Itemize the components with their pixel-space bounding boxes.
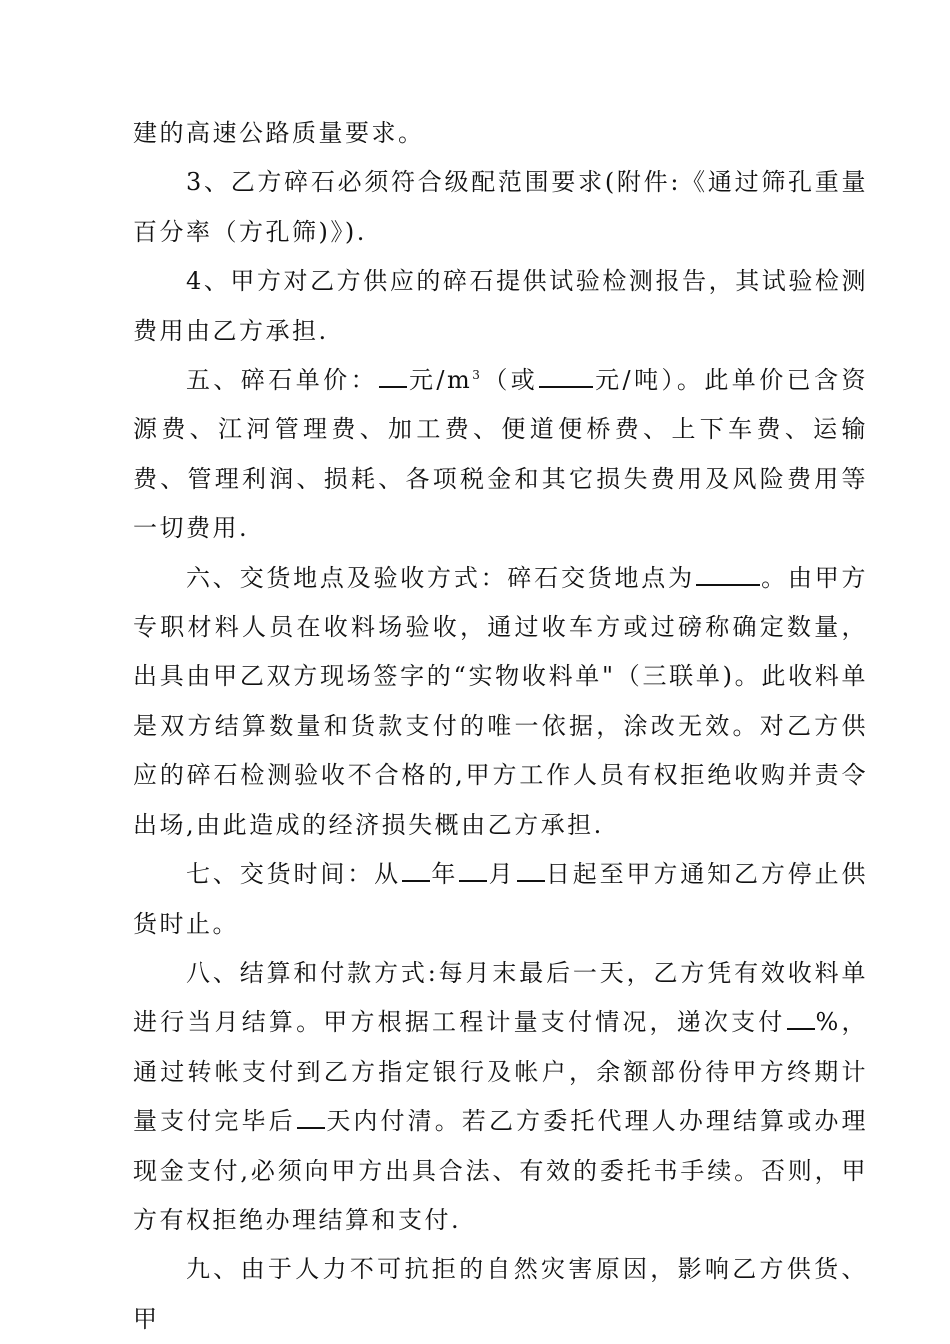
text-segment: 建的高速公路质量要求。 [133, 119, 425, 147]
paragraph-clause-9-force-majeure [133, 1245, 868, 1344]
payment-percent-blank [787, 1003, 815, 1030]
text-segment: 六、交货地点及验收方式：碎石交货地点为 [186, 563, 695, 592]
contract-body [133, 109, 868, 1344]
text-segment: 七、交货时间：从 [186, 860, 401, 889]
text-segment: 月 [488, 860, 516, 889]
text-segment: （或 [482, 366, 539, 395]
text-segment: %，通过转帐支付到乙方指定银行及帐户，余额部份待甲方终期计量支付完毕后 [133, 1008, 868, 1136]
text-segment: 九、由于人力不可抗拒的自然灾害原因，影响乙方供货、甲 [133, 1255, 868, 1333]
text-segment: 元/m [408, 366, 473, 395]
year-blank [402, 855, 430, 882]
text-segment: 。由甲方专职材料人员在收料场验收，通过收车方或过磅称确定数量，出具由甲乙双方现场签字的“实物收料单"（三联单)。此收料单是双方结算数量和货款支付的唯一依据，涂改无效。对乙方供应的碎石检测验收不合格的,甲方工作人员有权拒绝收购并责令出场,由此造成的经济损失概由乙方承担. [133, 563, 869, 839]
paragraph-clause-7-delivery-time [133, 850, 868, 949]
text-segment: 元/吨）。此单价已含资源费、江河管理费、加工费、便道便桥费、上下车费、运输费、管理利润、损耗、各项税金和其它损失费用及风险费用等一切费用. [133, 366, 869, 543]
text-segment: 天内付清。若乙方委托代理人办理结算或办理现金支付,必须向甲方出具合法、有效的委托书手续。否则，甲方有权拒绝办理结算和支付. [133, 1107, 869, 1234]
text-segment: 4、甲方对乙方供应的碎石提供试验检测报告，其试验检测费用由乙方承担. [133, 267, 868, 345]
text-segment: 日起至甲方通知乙方停止供货时止。 [133, 860, 868, 938]
text-segment: 年 [431, 860, 459, 889]
paragraph-clause-8-settlement-payment [133, 949, 868, 1245]
superscript-three: 3 [472, 368, 483, 383]
text-segment: 八、结算和付款方式:每月末最后一天，乙方凭有效收料单进行当月结算。甲方根据工程计量支付情况，递次支付 [133, 958, 868, 1037]
paragraph-clause-6-delivery-acceptance [133, 554, 868, 850]
price-per-ton-blank [539, 361, 593, 388]
paragraph-quality-requirement-end [133, 109, 868, 158]
month-blank [459, 855, 487, 882]
payment-days-blank [297, 1102, 325, 1129]
price-per-cubic-meter-blank [379, 361, 407, 388]
day-blank [517, 855, 545, 882]
paragraph-clause-4-testing [133, 257, 868, 356]
paragraph-clause-5-unit-price [133, 356, 868, 554]
delivery-location-blank [696, 558, 760, 585]
paragraph-clause-3-gradation [133, 158, 868, 257]
text-segment: 3、乙方碎石必须符合级配范围要求(附件:《通过筛孔重量百分率（方孔筛)》). [133, 168, 868, 246]
text-segment: 五、碎石单价： [186, 366, 379, 395]
